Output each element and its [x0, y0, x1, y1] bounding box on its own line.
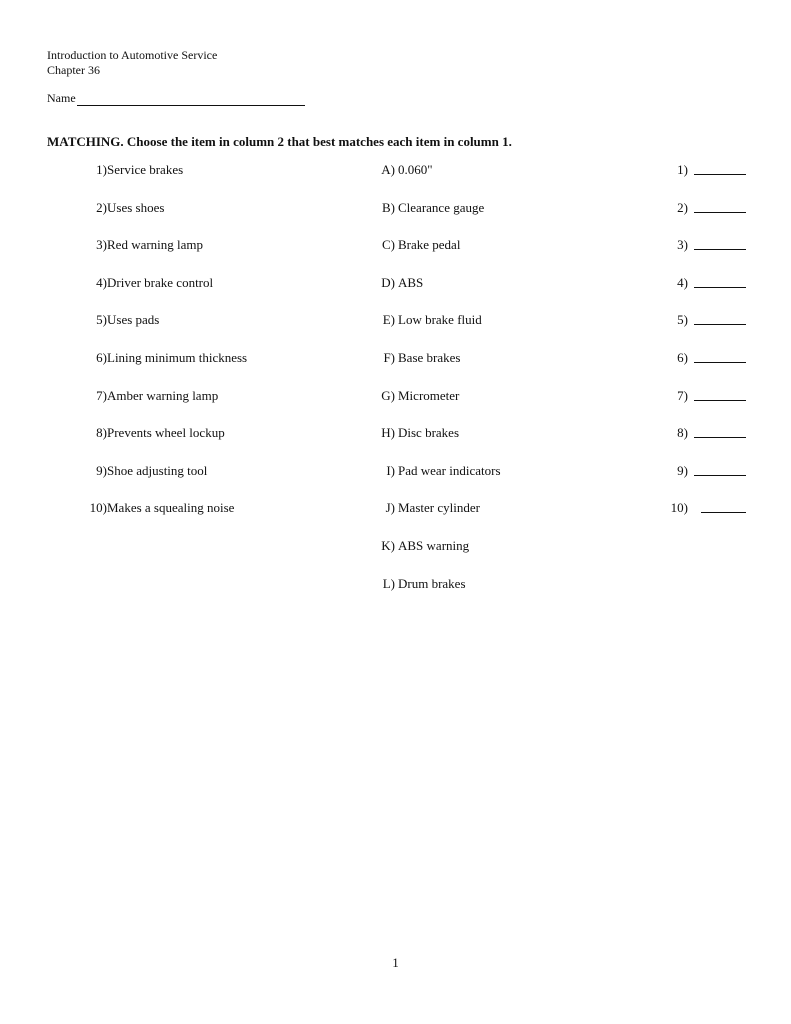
column2-item-text: 0.060"	[398, 162, 433, 177]
matching-row	[0, 574, 791, 594]
answer-blank[interactable]	[694, 174, 746, 175]
column2-item-text: Micrometer	[398, 387, 460, 403]
column2-item-text: ABS	[398, 274, 424, 290]
column2-item-text: Low brake fluid	[398, 312, 482, 328]
chapter-label: Chapter 36	[47, 63, 100, 77]
matching-row	[0, 235, 791, 255]
matching-row	[0, 461, 791, 481]
column2-item-text: Drum brakes	[398, 575, 466, 591]
column2-item-letter: J)	[385, 500, 395, 516]
column2-item-letter: D)	[381, 274, 395, 290]
matching-row	[0, 423, 791, 443]
answer-number: 7)	[677, 387, 688, 403]
page-number: 1	[392, 955, 399, 970]
column2-item-text: Master cylinder	[398, 500, 480, 516]
instructions: MATCHING. Choose the item in column 2 that best matches each item in column 1.	[47, 134, 512, 149]
column2-item-letter: A)	[381, 162, 395, 177]
column1-item-number: 7)	[96, 387, 107, 403]
column1-item-number: 4)	[96, 274, 107, 290]
answer-blank[interactable]	[694, 400, 746, 401]
column1-item-text: Service brakes	[107, 162, 184, 177]
answer-blank[interactable]	[694, 362, 746, 363]
answer-number: 3)	[677, 237, 688, 253]
column2-item-letter: K)	[381, 538, 395, 553]
answer-number: 1)	[677, 162, 688, 177]
matching-row	[0, 536, 791, 556]
answer-number: 8)	[677, 425, 688, 441]
column1-item-number: 1)	[96, 162, 107, 177]
matching-row	[0, 273, 791, 293]
column2-item-text: ABS warning	[398, 538, 470, 553]
column1-item-text: Uses pads	[107, 312, 160, 328]
column1-item-text: Makes a squealing noise	[107, 500, 235, 516]
name-blank[interactable]	[77, 93, 305, 106]
column2-item-letter: H)	[381, 425, 395, 441]
answer-blank[interactable]	[694, 324, 746, 325]
column2-item-letter: I)	[386, 462, 395, 478]
column2-item-text: Clearance gauge	[398, 199, 485, 215]
name-row	[47, 91, 305, 106]
column2-item-text: Base brakes	[398, 350, 461, 365]
answer-number: 5)	[677, 312, 688, 328]
course-title: Introduction to Automotive Service	[47, 48, 218, 62]
matching-row	[0, 498, 791, 518]
answer-blank[interactable]	[694, 437, 746, 438]
answer-number: 9)	[677, 462, 688, 478]
matching-row	[0, 310, 791, 330]
column1-item-text: Red warning lamp	[107, 237, 204, 253]
matching-row	[0, 160, 791, 180]
answer-blank[interactable]	[701, 512, 746, 513]
column2-item-text: Disc brakes	[398, 425, 460, 441]
column1-item-number: 8)	[96, 425, 107, 441]
column2-item-letter: C)	[382, 237, 395, 253]
page-header	[47, 48, 217, 78]
column1-item-number: 2)	[96, 199, 107, 215]
matching-row	[0, 198, 791, 218]
answer-number: 4)	[677, 274, 688, 290]
column2-item-letter: G)	[381, 387, 395, 403]
answer-number: 10)	[670, 500, 688, 516]
column1-item-text: Prevents wheel lockup	[107, 425, 225, 441]
answer-blank[interactable]	[694, 287, 746, 288]
column1-item-number: 6)	[96, 350, 107, 365]
column1-item-text: Shoe adjusting tool	[107, 462, 208, 478]
column1-item-number: 9)	[96, 462, 107, 478]
column1-item-number: 5)	[96, 312, 107, 328]
column2-item-letter: E)	[382, 312, 395, 328]
column2-item-letter: B)	[382, 199, 395, 215]
matching-row	[0, 348, 791, 368]
column1-item-text: Lining minimum thickness	[107, 350, 248, 365]
column2-item-text: Pad wear indicators	[398, 462, 501, 478]
answer-number: 6)	[677, 350, 688, 365]
column2-item-letter: L)	[382, 575, 395, 591]
matching-row	[0, 386, 791, 406]
column2-item-text: Brake pedal	[398, 237, 461, 253]
column2-item-letter: F)	[383, 350, 395, 365]
answer-blank[interactable]	[694, 212, 746, 213]
column1-item-text: Driver brake control	[107, 274, 214, 290]
column1-item-number: 3)	[96, 237, 107, 253]
column1-item-text: Amber warning lamp	[107, 387, 219, 403]
column1-item-text: Uses shoes	[107, 199, 165, 215]
answer-number: 2)	[677, 199, 688, 215]
answer-blank[interactable]	[694, 249, 746, 250]
column1-item-number: 10)	[89, 500, 107, 516]
name-label: Name	[47, 91, 76, 105]
answer-blank[interactable]	[694, 475, 746, 476]
